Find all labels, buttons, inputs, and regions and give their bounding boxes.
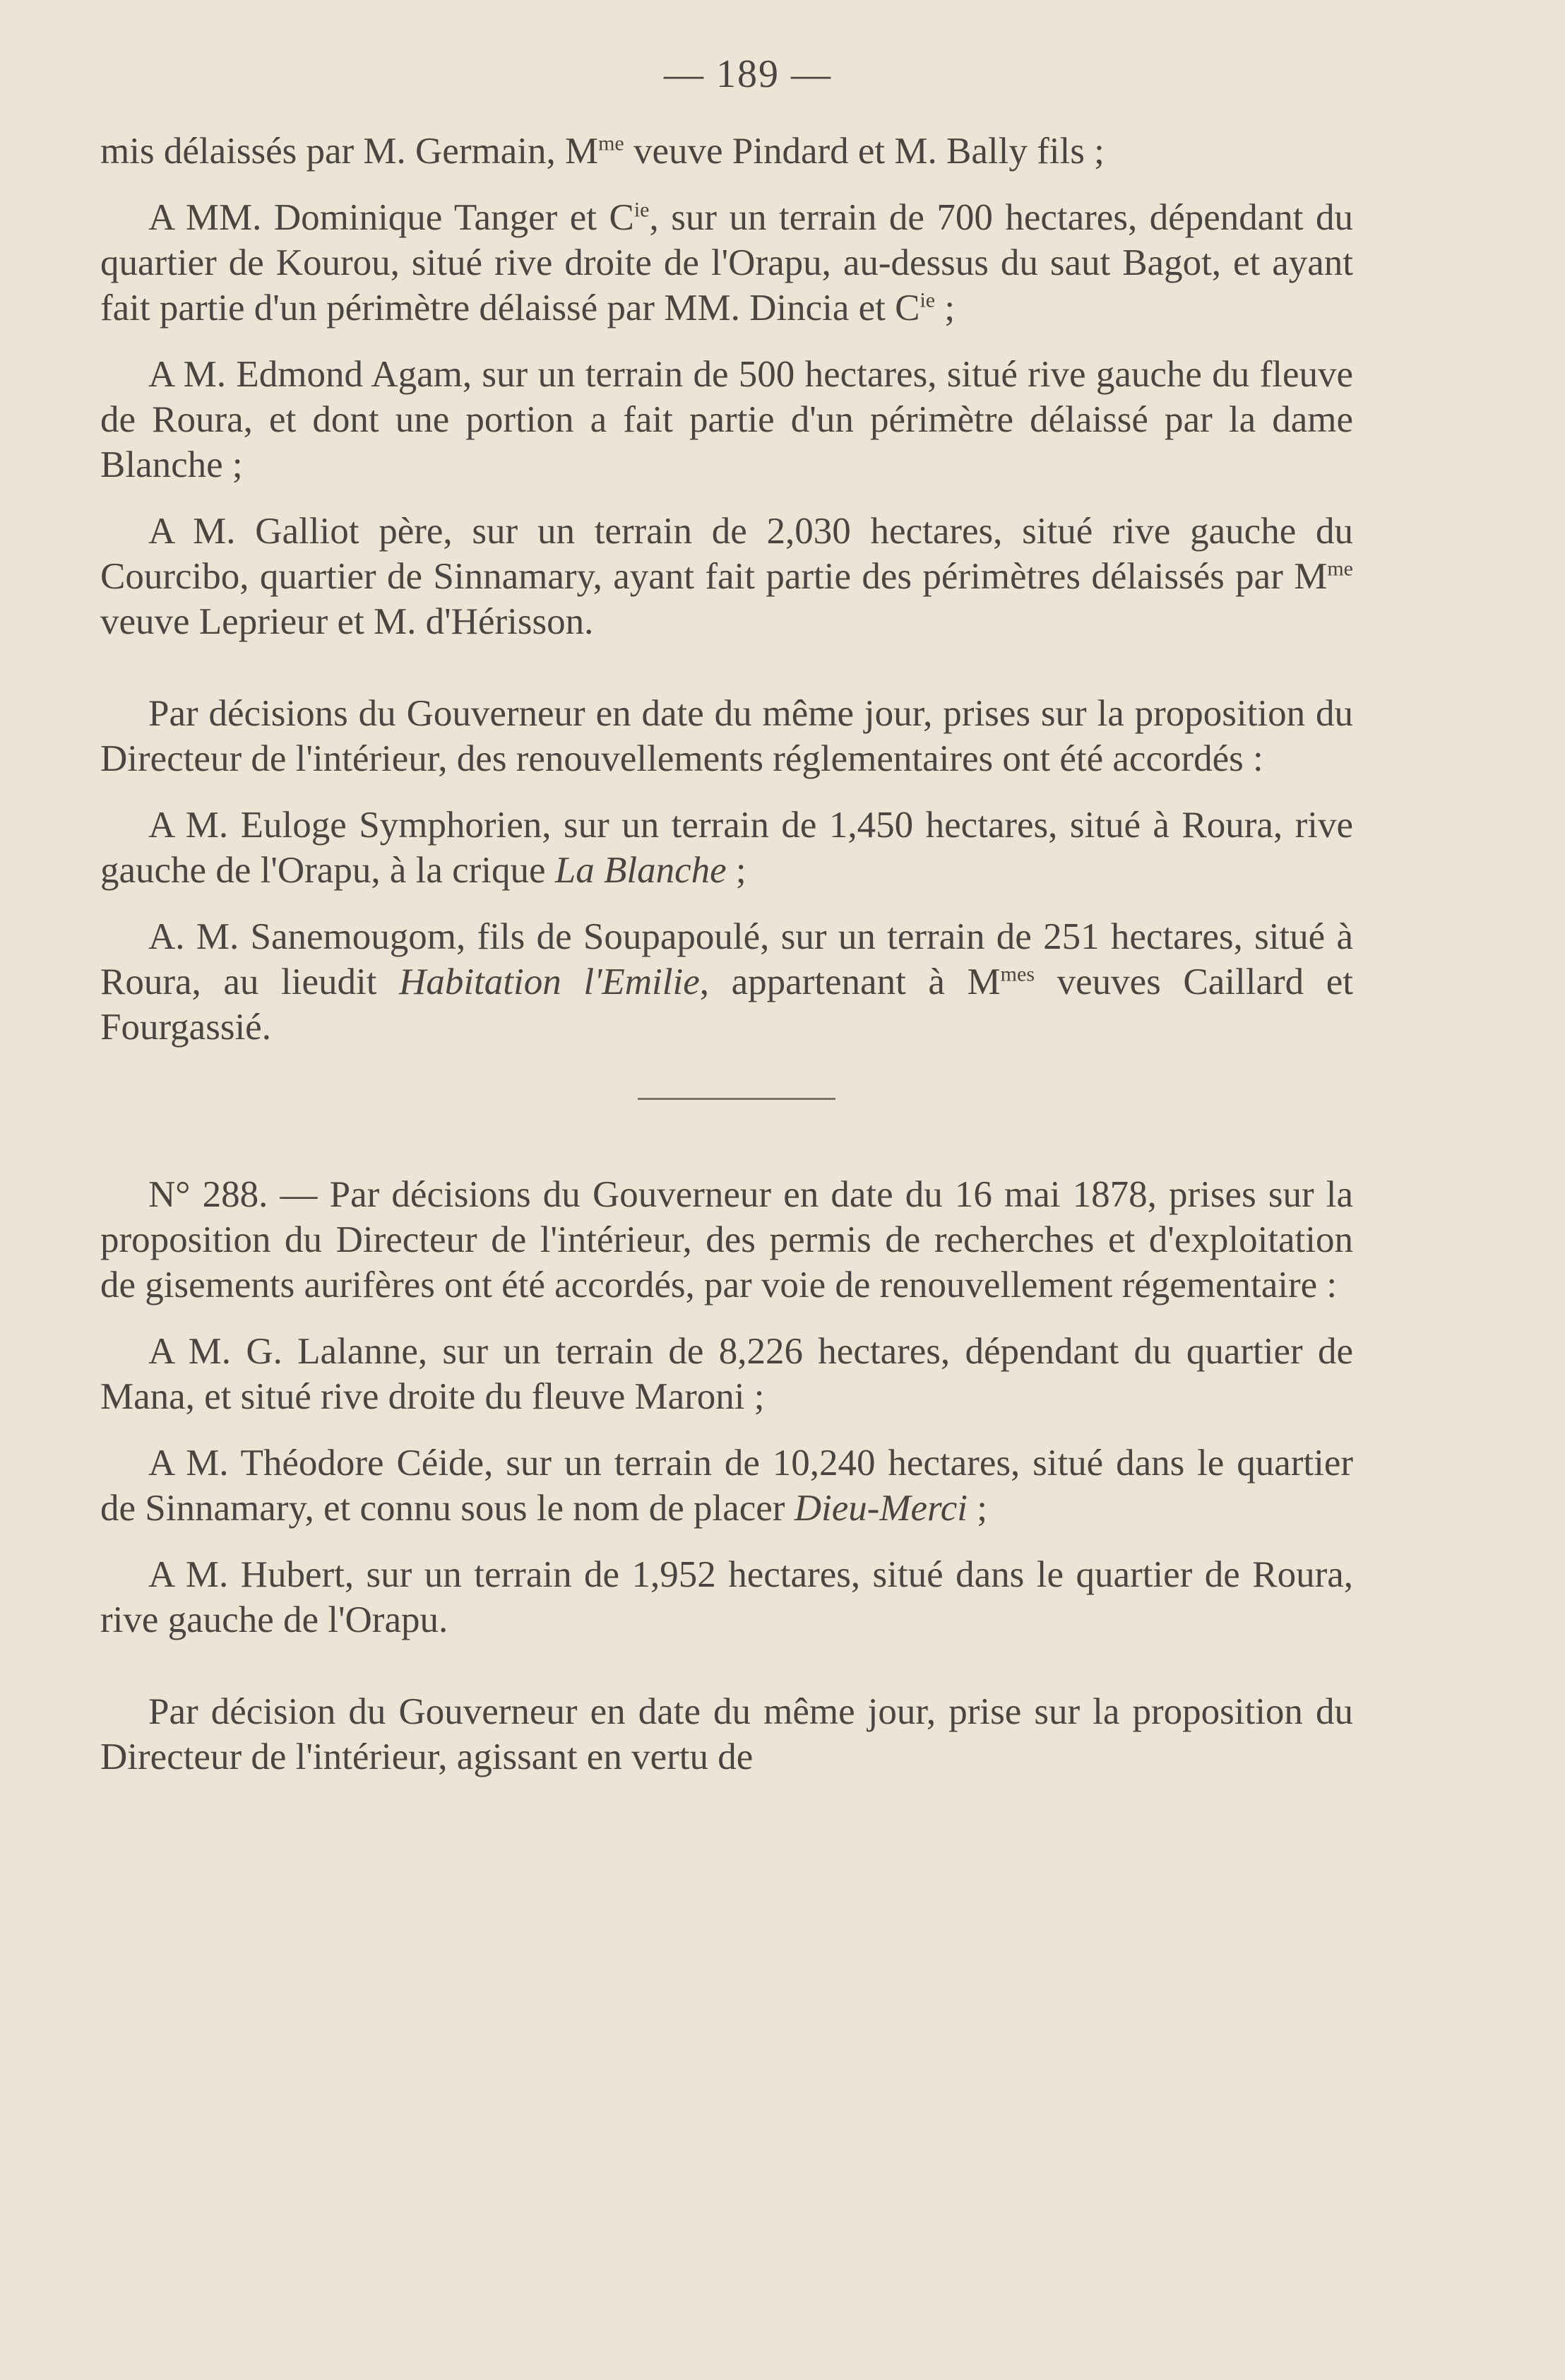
paragraph xyxy=(100,129,1353,174)
paragraph-text: A MM. Dominique Tanger et C xyxy=(148,197,634,238)
paragraph xyxy=(100,1440,1353,1531)
italic-text: La Blanche xyxy=(554,850,727,891)
paragraph-text: A M. Hubert, sur un terrain de 1,952 hectares, situé dans le quartier de Roura, rive gauche de l'Orapu. xyxy=(100,1554,1353,1640)
paragraph-text: , sur un terrain de 700 hectares, dépendant du quartier de Kourou, situé rive droite de l'Orapu, au-dessus du saut Bagot, et ayant fait partie d'un périmètre délaissé par MM. Dincia et C xyxy=(100,197,1353,328)
paragraph-text: A M. Euloge Symphorien, sur un terrain de 1,450 hectares, situé à Roura, rive gauche de l'Orapu, à la crique xyxy=(100,805,1353,891)
paragraph-text: ; xyxy=(726,850,746,891)
page-number: — 189 — xyxy=(664,52,832,96)
paragraph-text: ; xyxy=(967,1488,987,1529)
paragraph-text: veuve Leprieur et M. d'Hérisson. xyxy=(100,601,594,642)
superscript-text: me xyxy=(598,131,624,155)
paragraph-text: Par décisions du Gouverneur en date du même jour, prises sur la proposition du Directeur de l'intérieur, des renouvellements réglementaires ont été accordés : xyxy=(100,693,1353,779)
paragraph-text: Par décision du Gouverneur en date du même jour, prise sur la proposition du Directeur de l'intérieur, agissant en vertu de xyxy=(100,1691,1353,1777)
paragraph-text: N° 288. — Par décisions du Gouverneur en date du 16 mai 1878, prises sur la proposition du Directeur de l'intérieur, des permis de recherches et d'exploitation de gisements aurifères ont été accordés, par voie de renouvellement régementaire : xyxy=(100,1174,1353,1306)
paragraph xyxy=(100,1552,1353,1642)
paragraph-text: A M. Galliot père, sur un terrain de 2,030 hectares, situé rive gauche du Courcibo, quartier de Sinnamary, ayant fait partie des périmètres délaissés par M xyxy=(100,511,1353,597)
paragraph xyxy=(100,195,1353,331)
superscript-text: mes xyxy=(1000,962,1035,986)
paragraph-text: ; xyxy=(935,288,956,328)
superscript-text: me xyxy=(1327,557,1353,581)
paragraph-text: A M. Edmond Agam, sur un terrain de 500 hectares, situé rive gauche du fleuve de Roura, et dont une portion a fait partie d'un périmètre délaissé par la dame Blanche ; xyxy=(100,354,1353,485)
paragraph xyxy=(100,803,1353,893)
paragraph xyxy=(100,1689,1353,1780)
italic-text: Dieu-Merci xyxy=(794,1488,968,1529)
paragraph-text: mis délaissés par M. Germain, M xyxy=(100,131,599,172)
italic-text: Habitation l'Emilie xyxy=(399,961,700,1002)
paragraph xyxy=(100,352,1353,487)
paragraph xyxy=(100,914,1353,1050)
paragraph xyxy=(100,1172,1353,1308)
section-divider xyxy=(638,1098,835,1100)
paragraph-text: A M. G. Lalanne, sur un terrain de 8,226 hectares, dépendant du quartier de Mana, et situé rive droite du fleuve Maroni ; xyxy=(100,1331,1353,1417)
paragraph-text: A. M. Sanemougom, fils de Soupapoulé, sur un terrain de 251 hectares, situé à Roura, au lieudit xyxy=(100,916,1353,1002)
superscript-text: ie xyxy=(920,288,936,312)
paragraph-text: veuves Caillard et Fourgassié. xyxy=(100,961,1353,1048)
paragraph xyxy=(100,691,1353,781)
paragraph-text: veuve Pindard et M. Bally fils ; xyxy=(624,131,1105,172)
paragraph-text: A M. Théodore Céide, sur un terrain de 10,240 hectares, situé dans le quartier de Sinnamary, et connu sous le nom de placer xyxy=(100,1443,1353,1529)
paragraph xyxy=(100,509,1353,644)
superscript-text: ie xyxy=(633,198,650,222)
page-body xyxy=(100,129,1353,1780)
paragraph xyxy=(100,1329,1353,1419)
paragraph-text: , appartenant à M xyxy=(699,961,1001,1002)
